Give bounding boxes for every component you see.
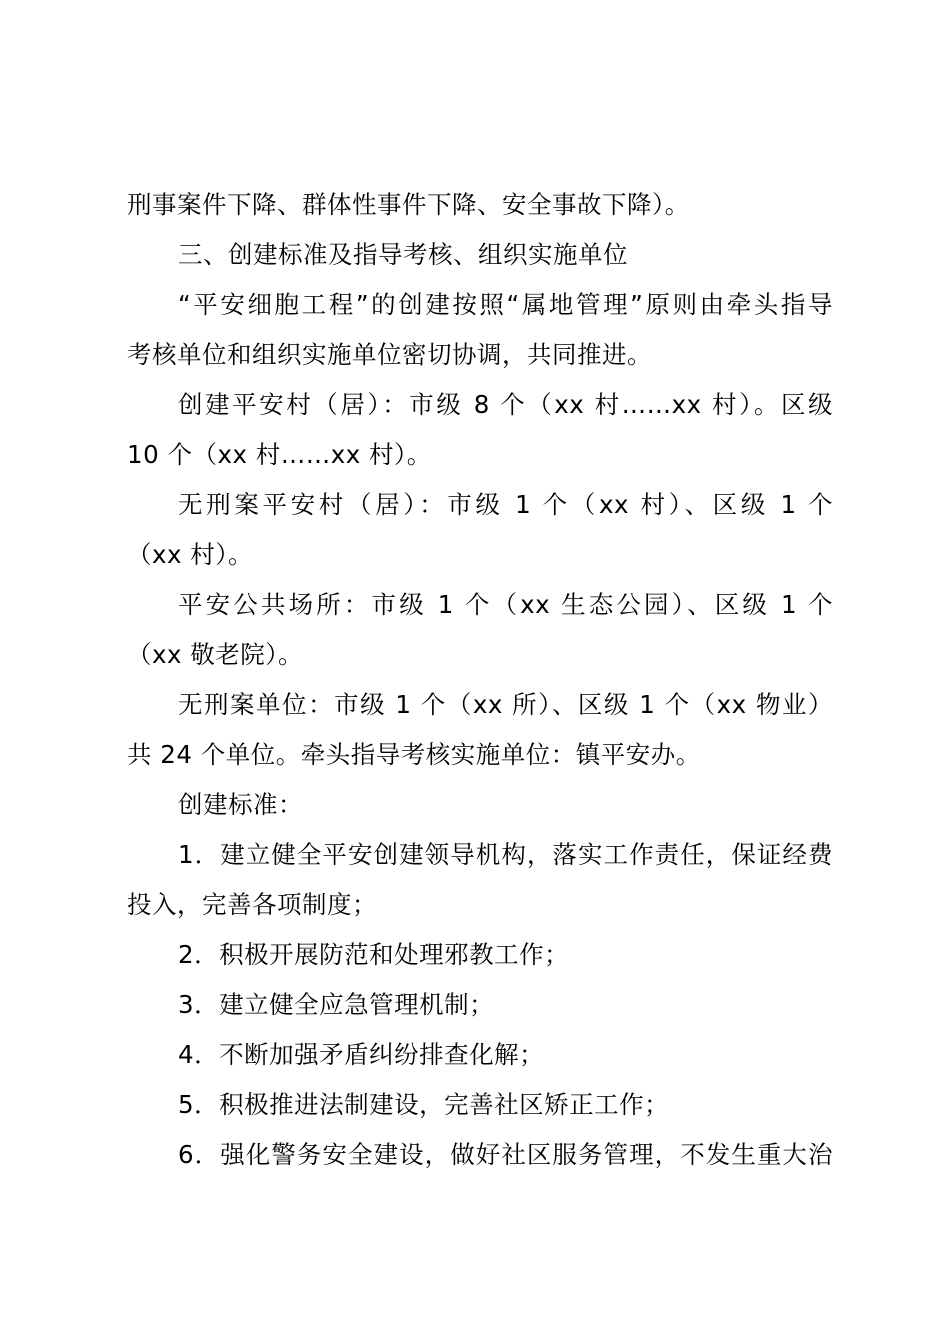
text-line-14: 1．建立健全平安创建领导机构，落实工作责任，保证经费 [178,840,833,869]
text-line-9: 平安公共场所：市级 1 个（xx 生态公园）、区级 1 个 [178,590,833,619]
text-line-17: 3．建立健全应急管理机制； [178,990,495,1019]
text-line-5: 创建平安村（居）：市级 8 个（xx 村……xx 村）。区级 [178,390,833,419]
text-line-6: 10 个（xx 村……xx 村）。 [127,440,432,469]
text-line-19: 5．积极推进法制建设，完善社区矫正工作； [178,1090,670,1119]
text-line-13: 创建标准： [178,790,303,819]
text-line-20: 6．强化警务安全建设，做好社区服务管理，不发生重大治 [178,1140,833,1169]
text-line-3: “平安细胞工程”的创建按照“属地管理”原则由牵头指导 [178,290,833,319]
text-line-15: 投入，完善各项制度； [127,890,377,919]
document-body [127,180,833,1180]
text-line-18: 4．不断加强矛盾纠纷排查化解； [178,1040,545,1069]
text-line-2: 三、创建标准及指导考核、组织实施单位 [178,240,628,269]
text-line-11: 无刑案单位：市级 1 个（xx 所）、区级 1 个（xx 物业） [178,690,833,719]
text-line-8: （xx 村）。 [127,540,254,569]
text-line-12: 共 24 个单位。牵头指导考核实施单位：镇平安办。 [127,740,701,769]
text-line-7: 无刑案平安村（居）：市级 1 个（xx 村）、区级 1 个 [178,490,833,519]
text-line-16: 2．积极开展防范和处理邪教工作； [178,940,570,969]
text-line-1: 刑事案件下降、群体性事件下降、安全事故下降）。 [127,190,690,219]
text-line-4: 考核单位和组织实施单位密切协调，共同推进。 [127,340,652,369]
text-line-10: （xx 敬老院）。 [127,640,304,669]
